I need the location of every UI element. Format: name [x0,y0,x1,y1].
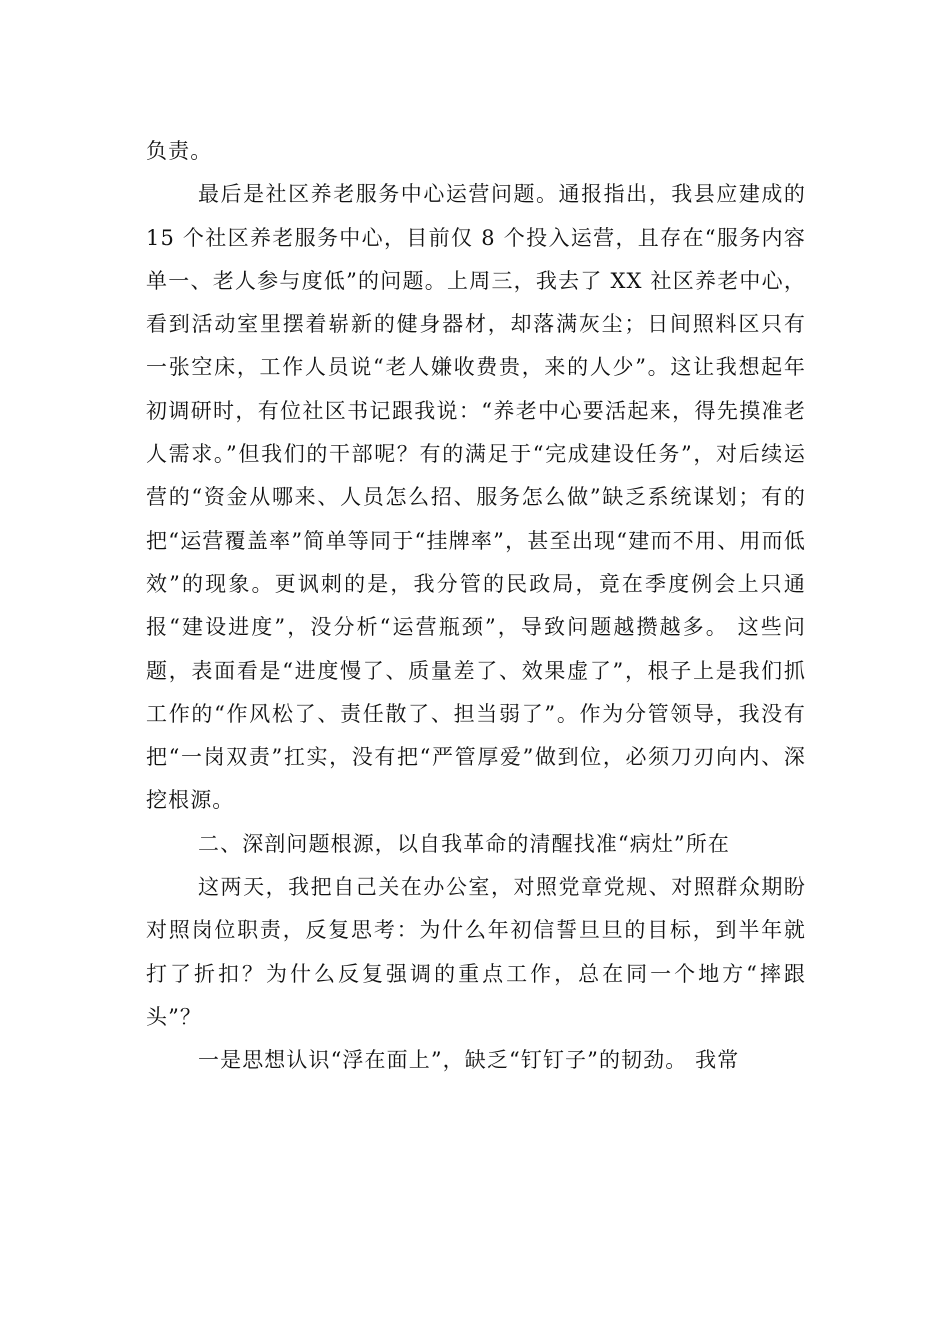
paragraph-continuation: 负责。 [146,139,213,163]
paragraph-elderly-care-center: 最后是社区养老服务中心运营问题。通报指出，我县应建成的 15 个社区养老服务中心，目前仅 8 个投入运营，且存在“服务内容单一、老人参与度低”的问题。上周三，我去了 XX 社区养老中心，看到活动室里摆着崭新的健身器材，却落满灰尘；日间照料区只有一张空床，工作人员说“老人嫌收费贵，来的人少”。这让我想起年初调研时，有位社区书记跟我说：“养老中心要活起来，得先摸准老人需求。”但我们的干部呢？有的满足于“完成建设任务”，对后续运营的“资金从哪来、人员怎么招、服务怎么做”缺乏系统谋划；有的把“运营覆盖率”简单等同于“挂牌率”，甚至出现“建而不用、用而低效”的现象。更讽刺的是，我分管的民政局，竟在季度例会上只通报“建设进度”，没分析“运营瓶颈”，导致问题越攒越多。 这些问题，表面看是“进度慢了、质量差了、效果虚了”，根子上是我们抓工作的“作风松了、责任散了、担当弱了”。作为分管领导，我没有把“一岗双责”扛实，没有把“严管厚爱”做到位，必须刀刃向内、深挖根源。 [146,182,806,813]
section-heading-root-causes: 二、深剖问题根源，以自我革命的清醒找准“病灶”所在 [198,831,730,856]
paragraph-reflection: 这两天，我把自己关在办公室，对照党章党规、对照群众期盼对照岗位职责，反复思考：为什么年初信誓旦旦的目标，到半年就打了折扣？为什么反复强调的重点工作，总在同一个地方“摔跟头”？ [146,875,806,1029]
paragraph-point-one: 一是思想认识“浮在面上”，缺乏“钉钉子”的韧劲。 我常 [198,1048,740,1073]
document-body [146,130,806,1083]
